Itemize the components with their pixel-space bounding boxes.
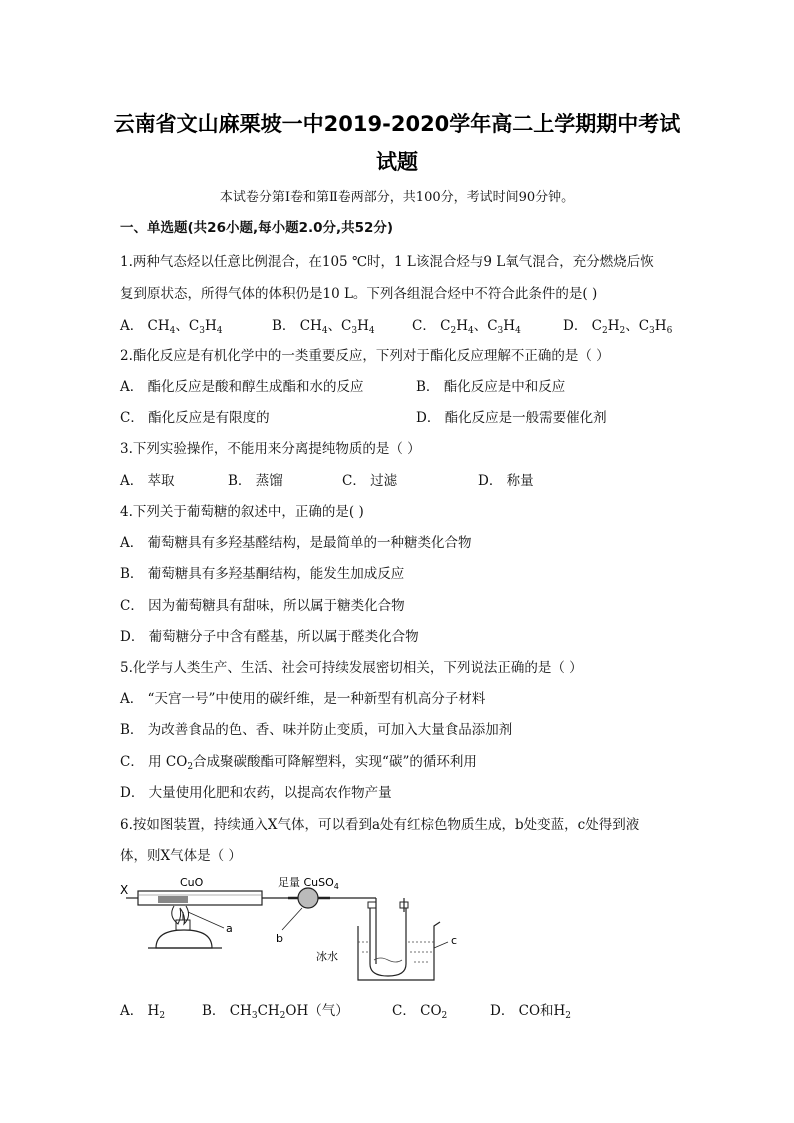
q4-option-c: C． 因为葡萄糖具有甜味，所以属于糖类化合物 bbox=[120, 598, 405, 614]
q3-option-a: A． 萃取 bbox=[120, 473, 175, 489]
apparatus-diagram bbox=[118, 872, 498, 984]
drying-tube-bulb bbox=[298, 888, 318, 908]
q3-option-c: C． 过滤 bbox=[342, 473, 398, 489]
q3-option-d: D． 称量 bbox=[478, 473, 534, 489]
q2-stem: 2.酯化反应是有机化学中的一类重要反应，下列对于酯化反应理解不正确的是（ ） bbox=[120, 348, 610, 364]
q2-option-c: C． 酯化反应是有限度的 bbox=[120, 410, 270, 426]
q5-option-c: C． 用 $CO_2$合成聚碳酸酯可降解塑料，实现“碳”的循环利用 bbox=[120, 754, 477, 772]
q6-option-c: C． $CO_2$ bbox=[392, 1003, 448, 1021]
q2-option-b: B． 酯化反应是中和反应 bbox=[416, 379, 566, 395]
section-heading: 一、单选题(共26小题,每小题2.0分,共52分) bbox=[120, 220, 394, 236]
fig-label-c: c bbox=[451, 934, 458, 947]
q5-stem: 5.化学与人类生产、生活、社会可持续发展密切相关，下列说法正确的是（ ） bbox=[120, 660, 583, 676]
q4-option-a: A． 葡萄糖具有多羟基醛结构，是最简单的一种糖类化合物 bbox=[120, 535, 472, 551]
q1-option-c: C． $C_2H_4$、$C_3H_4$ bbox=[412, 318, 521, 336]
q3-option-b: B． 蒸馏 bbox=[228, 473, 283, 489]
fig-label-x: X bbox=[120, 883, 129, 897]
q1-stem-line1: 1.两种气态烃以任意比例混合，在105 ℃时，1 L该混合烃与9 L氧气混合，充分燃烧后恢 bbox=[120, 254, 654, 270]
combustion-tube bbox=[138, 891, 262, 905]
q3-stem: 3.下列实验操作，不能用来分离提纯物质的是（ ） bbox=[120, 441, 421, 457]
q4-stem: 4.下列关于葡萄糖的叙述中，正确的是( ) bbox=[120, 504, 364, 520]
q6-option-b: B． $CH_3CH_2OH$（气） bbox=[202, 1003, 349, 1021]
q6-option-a: A． $H_2$ bbox=[120, 1003, 166, 1021]
page-title-line2: 试题 bbox=[376, 150, 418, 174]
q6-stem-line1: 6.按如图装置，持续通入X气体，可以看到a处有红棕色物质生成，b处变蓝，c处得到液 bbox=[120, 817, 640, 833]
q2-option-d: D． 酯化反应是一般需要催化剂 bbox=[416, 410, 607, 426]
fig-label-ice-water: 冰水 bbox=[316, 950, 338, 963]
fig-label-a: a bbox=[226, 922, 233, 935]
q4-option-d: D． 葡萄糖分子中含有醛基，所以属于醛类化合物 bbox=[120, 629, 419, 645]
q5-option-b: B． 为改善食品的色、香、味并防止变质，可加入大量食品添加剂 bbox=[120, 722, 513, 738]
fig-label-cuo: CuO bbox=[180, 876, 204, 889]
q6-stem-line2: 体，则X气体是（ ） bbox=[120, 848, 242, 864]
q1-option-b: B． $CH_4$、$C_3H_4$ bbox=[272, 318, 375, 336]
fig-label-cuso4: 足量 CuSO$_4$ bbox=[278, 876, 339, 891]
fig-label-b: b bbox=[276, 932, 283, 945]
q6-option-d: D． CO和$H_2$ bbox=[490, 1003, 572, 1021]
page-title-line1: 云南省文山麻栗坡一中2019-2020学年高二上学期期中考试 bbox=[113, 112, 681, 136]
q1-option-d: D． $C_2H_2$、$C_3H_6$ bbox=[563, 318, 673, 336]
q2-option-a: A． 酯化反应是酸和醇生成酯和水的反应 bbox=[120, 379, 364, 395]
q1-option-a: A． $CH_4$、$C_3H_4$ bbox=[120, 318, 223, 336]
q5-option-d: D． 大量使用化肥和农药，以提高农作物产量 bbox=[120, 785, 392, 801]
alcohol-lamp bbox=[156, 930, 212, 948]
q5-option-a: A． “天宫一号”中使用的碳纤维，是一种新型有机高分子材料 bbox=[120, 691, 486, 707]
q1-stem-line2: 复到原状态，所得气体的体积仍是10 L。下列各组混合烃中不符合此条件的是( ) bbox=[120, 286, 598, 302]
cuo-sample bbox=[158, 896, 188, 903]
exam-info: 本试卷分第Ⅰ卷和第Ⅱ卷两部分，共100分，考试时间90分钟。 bbox=[219, 190, 575, 205]
q4-option-b: B． 葡萄糖具有多羟基酮结构，能发生加成反应 bbox=[120, 566, 405, 582]
flame-icon bbox=[172, 906, 189, 924]
